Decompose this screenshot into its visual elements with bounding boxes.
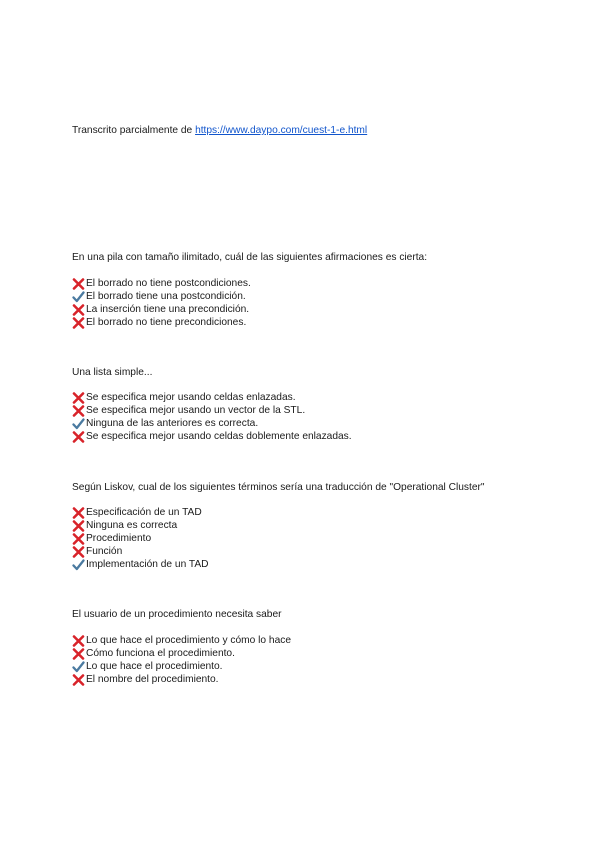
cross-icon [72, 278, 85, 290]
option-text: El borrado no tiene precondiciones. [86, 317, 247, 328]
option-row [72, 506, 202, 519]
source-line [72, 124, 367, 137]
option-row [72, 391, 296, 404]
option-text: Lo que hace el procedimiento. [86, 661, 223, 672]
question-2-text: Una lista simple... [72, 367, 153, 378]
source-prefix: Transcrito parcialmente de [72, 125, 196, 136]
cross-icon [72, 507, 85, 519]
check-icon [72, 661, 85, 673]
cross-icon [72, 648, 85, 660]
option-row [72, 430, 352, 443]
option-text: Especificación de un TAD [86, 507, 202, 518]
option-text: Se especifica mejor usando un vector de la STL. [86, 405, 306, 416]
cross-icon [72, 317, 85, 329]
cross-icon [72, 431, 85, 443]
option-row [72, 545, 122, 558]
option-row [72, 647, 235, 660]
option-text: El borrado tiene una postcondición. [86, 291, 246, 302]
option-text: Se especifica mejor usando celdas enlazadas. [86, 392, 296, 403]
check-icon [72, 291, 85, 303]
cross-icon [72, 405, 85, 417]
option-text: Ninguna de las anteriores es correcta. [86, 418, 259, 429]
cross-icon [72, 520, 85, 532]
option-text: Se especifica mejor usando celdas doblemente enlazadas. [86, 431, 352, 442]
option-row [72, 303, 249, 316]
option-row [72, 404, 305, 417]
option-text: La inserción tiene una precondición. [86, 304, 250, 315]
cross-icon [72, 304, 85, 316]
check-icon [72, 418, 85, 430]
option-text: Ninguna es correcta [86, 520, 178, 531]
cross-icon [72, 533, 85, 545]
check-icon [72, 559, 85, 571]
option-row [72, 558, 209, 571]
option-row [72, 673, 219, 686]
option-text: Cómo funciona el procedimiento. [86, 648, 235, 659]
option-row [72, 417, 258, 430]
option-text: Procedimiento [86, 533, 152, 544]
option-row [72, 290, 246, 303]
option-row [72, 277, 251, 290]
cross-icon [72, 635, 85, 647]
option-row [72, 519, 177, 532]
option-text: El borrado no tiene postcondiciones. [86, 278, 251, 289]
option-row [72, 316, 246, 329]
option-row [72, 660, 223, 673]
option-text: Función [86, 546, 123, 557]
option-row [72, 532, 151, 545]
option-row [72, 634, 291, 647]
question-1-text: En una pila con tamaño ilimitado, cuál de las siguientes afirmaciones es cierta: [72, 252, 428, 263]
option-text: Implementación de un TAD [86, 559, 209, 570]
cross-icon [72, 546, 85, 558]
cross-icon [72, 392, 85, 404]
option-text: El nombre del procedimiento. [86, 674, 219, 685]
cross-icon [72, 674, 85, 686]
question-4-text: El usuario de un procedimiento necesita saber [72, 609, 282, 620]
option-text: Lo que hace el procedimiento y cómo lo hace [86, 635, 292, 646]
source-link[interactable]: https://www.daypo.com/cuest-1-e.html [195, 125, 368, 136]
question-3-text: Según Liskov, cual de los siguientes términos sería una traducción de "Operational Cluster" [72, 482, 485, 493]
